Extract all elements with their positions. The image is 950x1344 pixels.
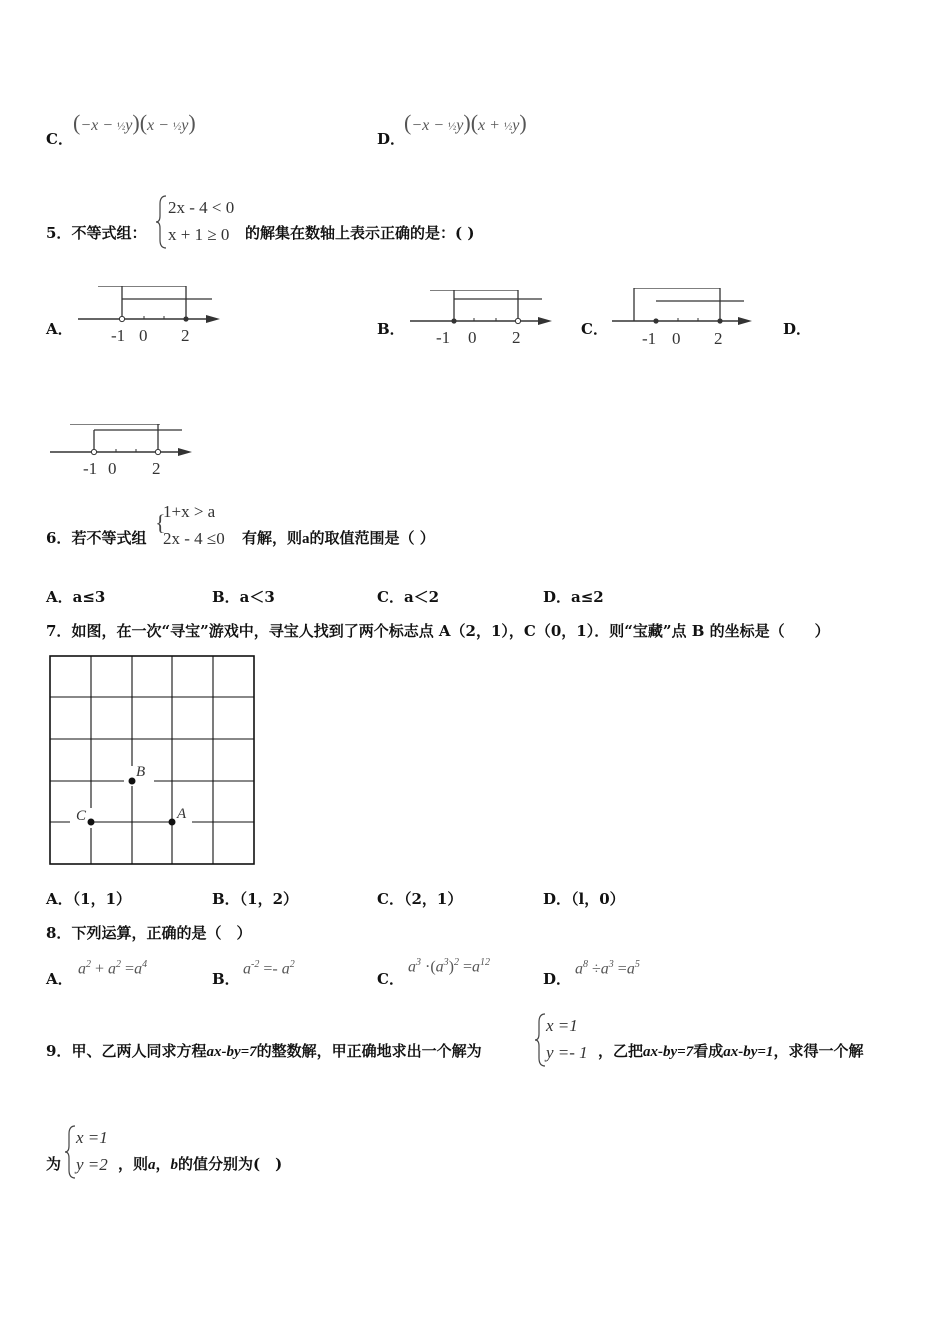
q5-option-a-label: A．	[46, 320, 73, 338]
q5-number-line-c	[612, 288, 762, 350]
q4-option-d-expr: (−x − ½y)(x + ½y)	[404, 110, 527, 135]
q5-option-b-label: B．	[377, 320, 405, 338]
q5-brace-icon	[155, 194, 169, 250]
tick-label: 2	[152, 459, 161, 478]
q9-line2: ，则a，b的值分别为( )	[118, 1155, 283, 1173]
q7-option-c: C．（2，1）	[377, 890, 463, 908]
q8-option-d-expr: $a^8 \div a^3 =a^5$	[575, 959, 640, 978]
tick-label: 2	[512, 328, 521, 347]
q7-option-a: A．（1，1）	[46, 890, 132, 908]
q5-number-line-b	[410, 290, 560, 350]
tick-label: 0	[468, 328, 477, 347]
tick-label: 2	[714, 329, 723, 348]
q6-system: 1+x > a 2x - 4 ≤0	[163, 502, 225, 548]
q6-stem: 6．若不等式组	[46, 529, 147, 547]
q7-option-d: D．（l，0）	[543, 890, 625, 908]
q8-option-d-label: D．	[543, 970, 572, 988]
q7-grid-figure	[48, 654, 258, 868]
tick-label: -1	[83, 459, 98, 478]
q6-option-d: D．a≤2	[543, 588, 604, 606]
q4-option-d-label: D．	[377, 130, 406, 148]
q8-option-b-expr: $a^{-2} =- a^2$	[243, 959, 295, 978]
tick-label: -1	[642, 329, 657, 348]
q6-option-b: B．a＜3	[212, 588, 275, 606]
q5-number-line-d	[50, 424, 200, 484]
q9-line2-prefix: 为	[46, 1155, 62, 1173]
point-c-label: C	[76, 808, 87, 824]
q8-option-a-label: A．	[46, 970, 73, 988]
point-b-label: B	[136, 764, 146, 780]
q8-option-c-label: C．	[377, 970, 404, 988]
q9-solution2: x =1 y =2	[76, 1128, 108, 1174]
q8-stem: 8．下列运算，正确的是（ ）	[46, 924, 252, 942]
tick-label: 0	[139, 326, 148, 345]
q5-suffix: 的解集在数轴上表示正确的是：( )	[245, 224, 475, 242]
q5-stem: 5．不等式组：	[46, 224, 147, 242]
q8-option-b-label: B．	[212, 970, 240, 988]
q5-system: 2x - 4 < 0 x + 1 ≥ 0	[168, 198, 235, 244]
point-a-marker	[169, 819, 176, 826]
q9-line1: 9．甲、乙两人同求方程ax-by=7的整数解，甲正确地求出一个解为	[46, 1042, 482, 1060]
q9-solution1: x =1 y =- 1	[546, 1016, 588, 1062]
tick-label: -1	[111, 326, 126, 345]
q6-suffix: 有解，则a的取值范围是（ ）	[242, 529, 435, 547]
q6-option-a: A．a≤3	[46, 588, 106, 606]
q5-option-c-label: C．	[581, 320, 608, 338]
q9-line1-cont: ，乙把ax-by=7看成ax-by=1，求得一个解	[598, 1042, 864, 1060]
tick-label: 2	[181, 326, 190, 345]
tick-label: -1	[436, 328, 451, 347]
q5-option-d-label: D．	[783, 320, 812, 338]
point-a-label: A	[177, 806, 187, 822]
q8-option-c-expr: $a^3 \cdot(a^3)^2 =a^{12}$	[408, 957, 491, 976]
q7-option-b: B．（1，2）	[212, 890, 299, 908]
q6-option-c: C．a＜2	[377, 588, 440, 606]
q7-stem: 7．如图，在一次“寻宝”游戏中，寻宝人找到了两个标志点 A（2，1），C（0，1）．则“宝藏”点 B 的坐标是（ ）	[46, 622, 830, 640]
point-b-marker	[129, 778, 136, 785]
point-c-marker	[88, 819, 95, 826]
q8-option-a-expr: $a^2 + a^2 =a^4$	[78, 959, 148, 978]
q4-option-c-expr: (−x − ½y)(x − ½y)	[73, 110, 196, 135]
tick-label: 0	[108, 459, 117, 478]
q4-option-c-label: C．	[46, 130, 73, 148]
q5-number-line-a	[78, 286, 228, 348]
tick-label: 0	[672, 329, 681, 348]
q6-brace-icon: {	[155, 510, 166, 535]
